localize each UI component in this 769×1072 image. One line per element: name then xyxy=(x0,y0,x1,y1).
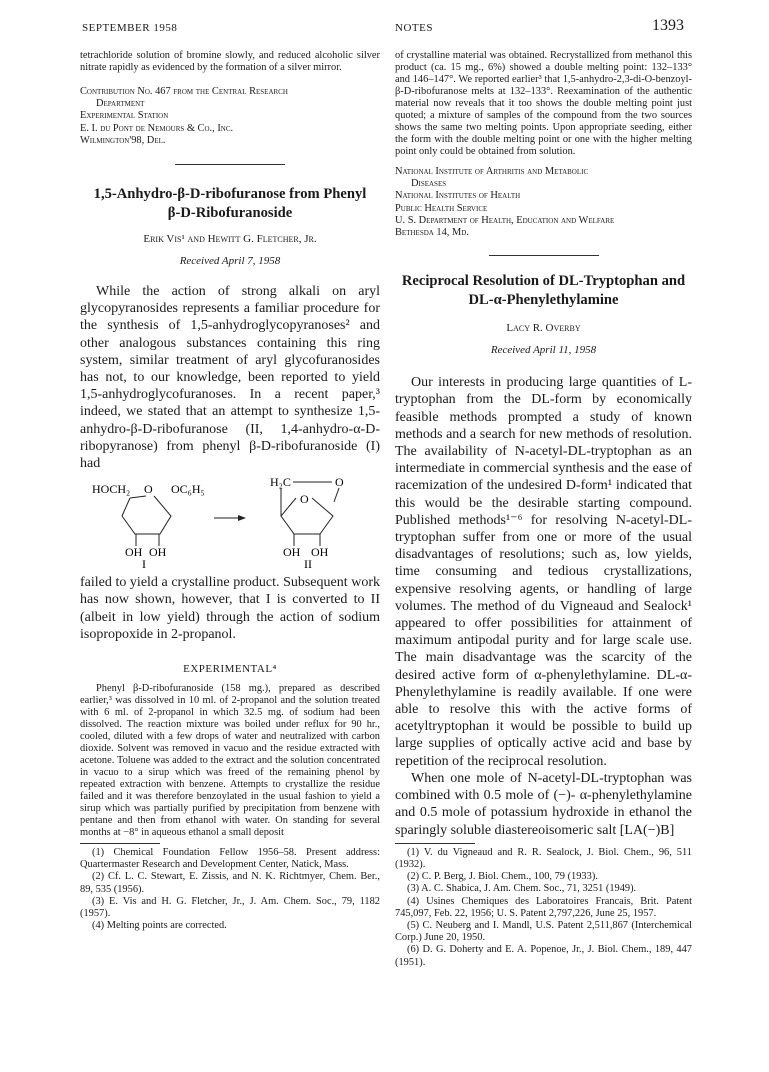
continued-paragraph: tetrachloride solution of bromine slowly, and reduced alcoholic silver nitrate rapidly as evidenced by the formation of a silver mirror. xyxy=(80,50,380,73)
footnote: (2) Cf. L. C. Stewart, E. Zissis, and N. K. Richtmyer, Chem. Ber., 89, 535 (1956). xyxy=(80,871,380,895)
left-column xyxy=(80,50,380,932)
affiliation-line: National Institutes of Health xyxy=(395,190,521,202)
oc6h5-label: OC₆H₅ xyxy=(171,482,205,497)
affiliation-line: Department xyxy=(96,98,145,110)
footnote: (5) C. Neuberg and I. Mandl, U.S. Patent 2,511,867 (Interchemical Corp.) June 20, 1950. xyxy=(395,919,692,944)
article-authors: Erik Vis¹ and Hewitt G. Fletcher, Jr. xyxy=(143,233,317,246)
right-column xyxy=(395,50,692,969)
article-title: Reciprocal Resolution of DL-Tryptophan and xyxy=(401,273,686,290)
article-title-line2: β-D-Ribofuranoside xyxy=(167,205,293,222)
h2c-label: H₂C xyxy=(270,476,291,490)
affiliation-block xyxy=(395,166,692,239)
compound-label-II: II xyxy=(304,557,312,569)
affiliation-line: Wilmington'98, Del. xyxy=(80,134,166,146)
received-date: Received April 7, 1958 xyxy=(179,255,281,268)
affiliation-line: E. I. du Pont de Nemours & Co., Inc. xyxy=(80,122,234,134)
footnotes xyxy=(395,843,692,969)
continued-paragraph: of crystalline material was obtained. Recrystallized from methanol this product (ca. 15 mg., 6%) showed a double melting point: 132–133° and 146–147°. We reported earlier³ that 1,5-anhydro-2,3-di-O-benzoyl-β-D-ribofuranose melts at 132–133°. Reexamination of the authentic material now reveals that it too shows the double melting point just quoted; a mixture of samples of the compound from the two sources shows the same two melting points. Upon appropriate seeding, either the form with the double melting point or one with the higher melting point only could be obtained from solution. xyxy=(395,50,692,157)
separator-rule xyxy=(489,255,599,256)
oh-label: OH xyxy=(149,545,167,560)
compound-II-structure xyxy=(270,476,344,568)
body-paragraph: Our interests in producing large quantities of L-tryptophan from the DL-form by economically feasible methods prompted a study of known methods and a search for new methods of resolution. The availability of N-acetyl-DL-tryptophan as an intermediate in commercial synthesis and the ease of racemization of the undesired D-form¹ indicated that this would be the desirable starting compound. Published methods¹⁻⁶ for resolving N-acetyl-DL-tryptophan suffer from one or more of the usual disadvantages of resolutions; such as, low yields, time consuming and tedious crystallizations, expensive resolving agents, or handling of large volumes. The method of du Vigneaud and Sealock¹ appeared to offer possibilities for attainment of maximum antipodal purity and for large scale use. The main disadvantage was the scarcity of the desired active form of α-phenylethylamine. DL-α-Phenylethylamine is readily available. If one were able to resolve this with the active forms of acetyltryptophan it would be possible to build up large supplies of optically active acid and base by repetition of the reciprocal resolution. xyxy=(395,375,692,769)
footnote: (2) C. P. Berg, J. Biol. Chem., 100, 79 (1933). xyxy=(407,871,598,883)
footnote: (4) Usines Chemiques des Laboratoires Francais, Brit. Patent 745,097, Feb. 22, 1956; U. S. Patent 2,797,226, June 25, 1957. xyxy=(395,895,692,919)
affiliation-block xyxy=(80,86,380,147)
article-heading xyxy=(395,272,692,310)
footnote: (3) E. Vis and H. G. Fletcher, Jr., J. Am. Chem. Soc., 79, 1182 (1957). xyxy=(80,895,380,920)
footnote: (1) Chemical Foundation Fellow 1956–58. Present address: Quartermaster Research and Development Center, Natick, Mass. xyxy=(80,847,380,871)
reaction-scheme xyxy=(80,476,380,568)
footnote: (1) V. du Vigneaud and R. R. Sealock, J. Biol. Chem., 96, 511 (1932). xyxy=(395,846,692,870)
footnote: (6) D. G. Doherty and E. A. Popenoe, Jr., J. Biol. Chem., 189, 447 (1951). xyxy=(395,944,692,968)
article-author: Lacy R. Overby xyxy=(506,322,581,335)
section-heading: EXPERIMENTAL⁴ xyxy=(183,663,277,676)
affiliation-line: Diseases xyxy=(411,178,447,190)
reaction-arrow xyxy=(214,515,246,521)
footnotes xyxy=(80,843,380,932)
article-title: 1,5-Anhydro-β-D-ribofuranose from Phenyl xyxy=(93,186,367,203)
intro-paragraph: While the action of strong alkali on aryl glycopyranosides represents a familiar procedure for the synthesis of 1,5-anhydroglycopyranoses² and other analogous substances containing this ring system, similar treatment of aryl glycofuranosides has not, to our knowledge, been reported to yield 1,5-anhydroglycofuranoses. In a recent paper,³ indeed, we stated that an attempt to synthesize 1,5-anhydro-β-D-ribofuranose (II, 1,4-anhydro-α-D-ribopyranose) from phenyl β-D-ribofuranoside (I) had xyxy=(80,284,380,472)
body-paragraph: When one mole of N-acetyl-DL-tryptophan was combined with 0.5 mole of (−)- α-phenylethylamine and 0.5 mole of potassium hydroxide in ethanol the sparingly soluble diastereoisomeric salt [LA(−)B] xyxy=(395,770,692,838)
article-heading xyxy=(80,185,380,223)
body-paragraph: failed to yield a crystalline product. Subsequent work has now shown, however, that I is converted to II (albeit in low yield) through the action of sodium isopropoxide in 2-propanol. xyxy=(80,575,380,642)
ring-oxygen-label: O xyxy=(300,492,309,507)
separator-rule xyxy=(175,164,285,165)
received-date: Received April 11, 1958 xyxy=(490,344,597,357)
ring-oxygen-label: O xyxy=(144,482,153,497)
footnote: (4) Melting points are corrected. xyxy=(92,920,227,932)
header-date: SEPTEMBER 1958 xyxy=(82,22,178,34)
footnote-rule xyxy=(395,843,475,844)
header-section: NOTES xyxy=(395,22,433,34)
affiliation-line: U. S. Department of Health, Education and Welfare xyxy=(395,214,615,226)
affiliation-line: Experimental Station xyxy=(80,110,169,122)
compound-I-structure xyxy=(92,482,205,568)
bridge-oxygen-label: O xyxy=(335,476,344,490)
oh-label: OH xyxy=(311,545,329,560)
affiliation-line: Public Health Service xyxy=(395,202,488,214)
compound-label-I: I xyxy=(142,557,146,569)
affiliation-line: Bethesda 14, Md. xyxy=(395,227,469,239)
footnote-rule xyxy=(80,843,160,844)
oh-label: OH xyxy=(125,545,143,560)
hoch2-label: HOCH₂ xyxy=(92,482,131,497)
footnote: (3) A. C. Shabica, J. Am. Chem. Soc., 71, 3251 (1949). xyxy=(407,883,637,895)
article-title-line2: DL-α-Phenylethylamine xyxy=(468,292,619,309)
affiliation-line: Contribution No. 467 from the Central Research xyxy=(80,86,288,97)
oh-label: OH xyxy=(283,545,301,560)
affiliation-line: National Institute of Arthritis and Metabolic xyxy=(395,166,589,177)
page-number: 1393 xyxy=(652,17,684,34)
experimental-paragraph: Phenyl β-D-ribofuranoside (158 mg.), prepared as described earlier,³ was dissolved in 10 ml. of 2-propanol and the solution treated with 6 ml. of 2-propanol in which 32.5 mg. of sodium had been dissolved. The reaction mixture was boiled under reflux for 90 hr., cooled, diluted with a few drops of water and neutralized with carbon dioxide. Solvent was removed in vacuo and the residue extracted with acetone. Toluene was added to the extract and the solution concentrated in vacuo to a sirup which was freed of the remaining phenol by repeated extraction with benzene. Attempts to crystallize the residue failed and it was therefore benzoylated in the usual fashion to yield a sirup which was partially purified by precipitation from benzene with pentane and then from ethanol with water. On standing for several months at −8° in aqueous ethanol a small deposit xyxy=(80,683,380,839)
